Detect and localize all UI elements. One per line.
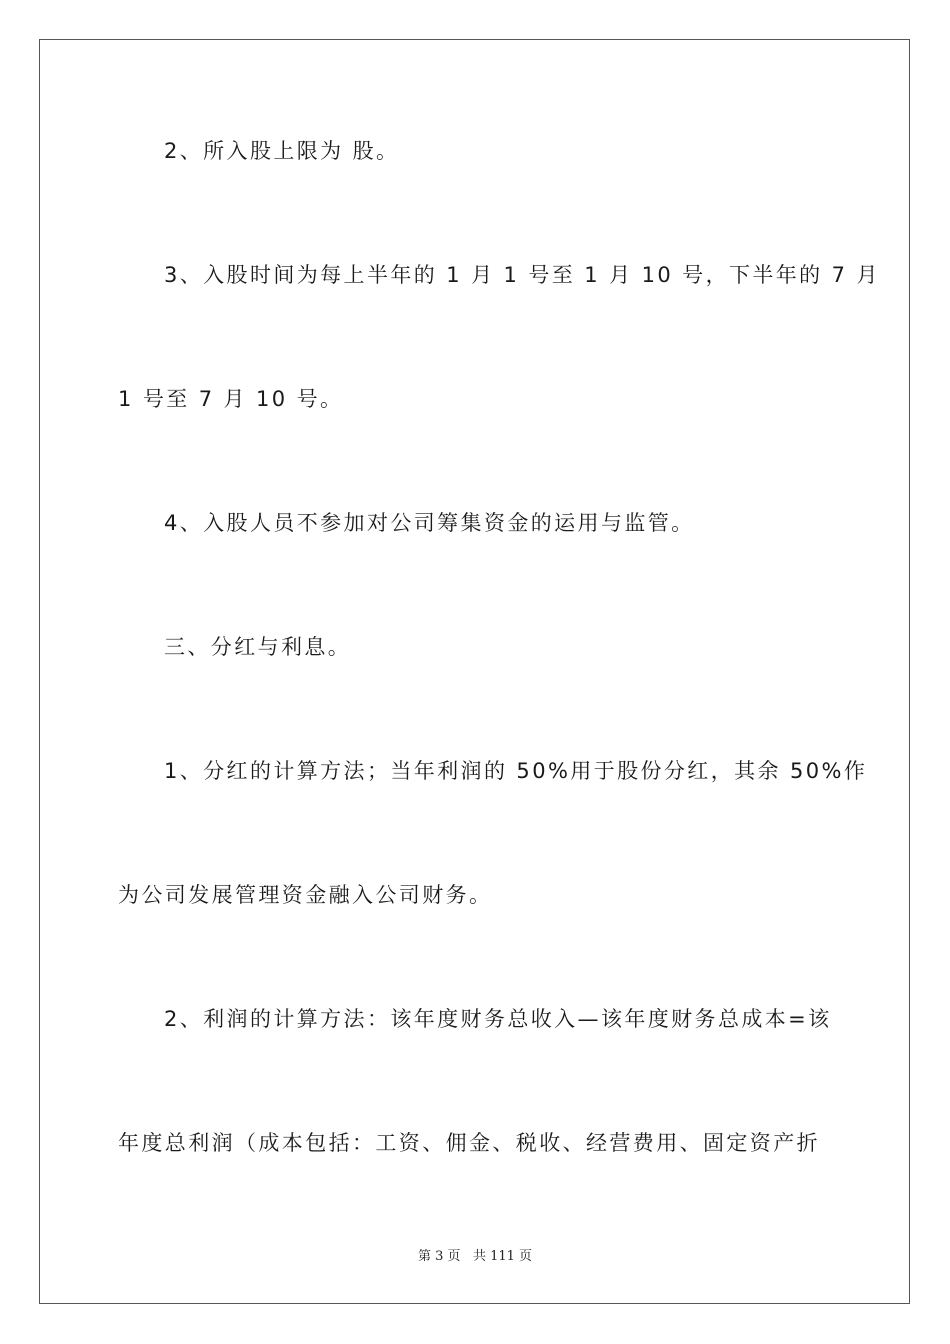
- page-total: 共 111 页: [472, 1249, 533, 1264]
- page-number: 第 3 页: [417, 1249, 461, 1264]
- paragraph-line: 1 号至 7 月 10 号。: [118, 387, 344, 411]
- paragraph-line: 3、入股时间为每上半年的 1 月 1 号至 1 月 10 号，下半年的 7 月: [164, 263, 880, 287]
- paragraph-line: 4、入股人员不参加对公司筹集资金的运用与监管。: [164, 511, 695, 535]
- page-footer: [0, 1248, 950, 1266]
- paragraph-line: 为公司发展管理资金融入公司财务。: [118, 883, 493, 907]
- section-heading: 三、分红与利息。: [164, 635, 352, 659]
- paragraph-line: 1、分红的计算方法；当年利润的 50%用于股份分红，其余 50%作: [164, 759, 868, 783]
- paragraph-line: 2、所入股上限为 股。: [164, 139, 400, 163]
- paragraph-line: 2、利润的计算方法：该年度财务总收入—该年度财务总成本=该: [164, 1007, 832, 1031]
- page-frame: [39, 39, 910, 1304]
- paragraph-line: 年度总利润（成本包括：工资、佣金、税收、经营费用、固定资产折: [118, 1131, 820, 1155]
